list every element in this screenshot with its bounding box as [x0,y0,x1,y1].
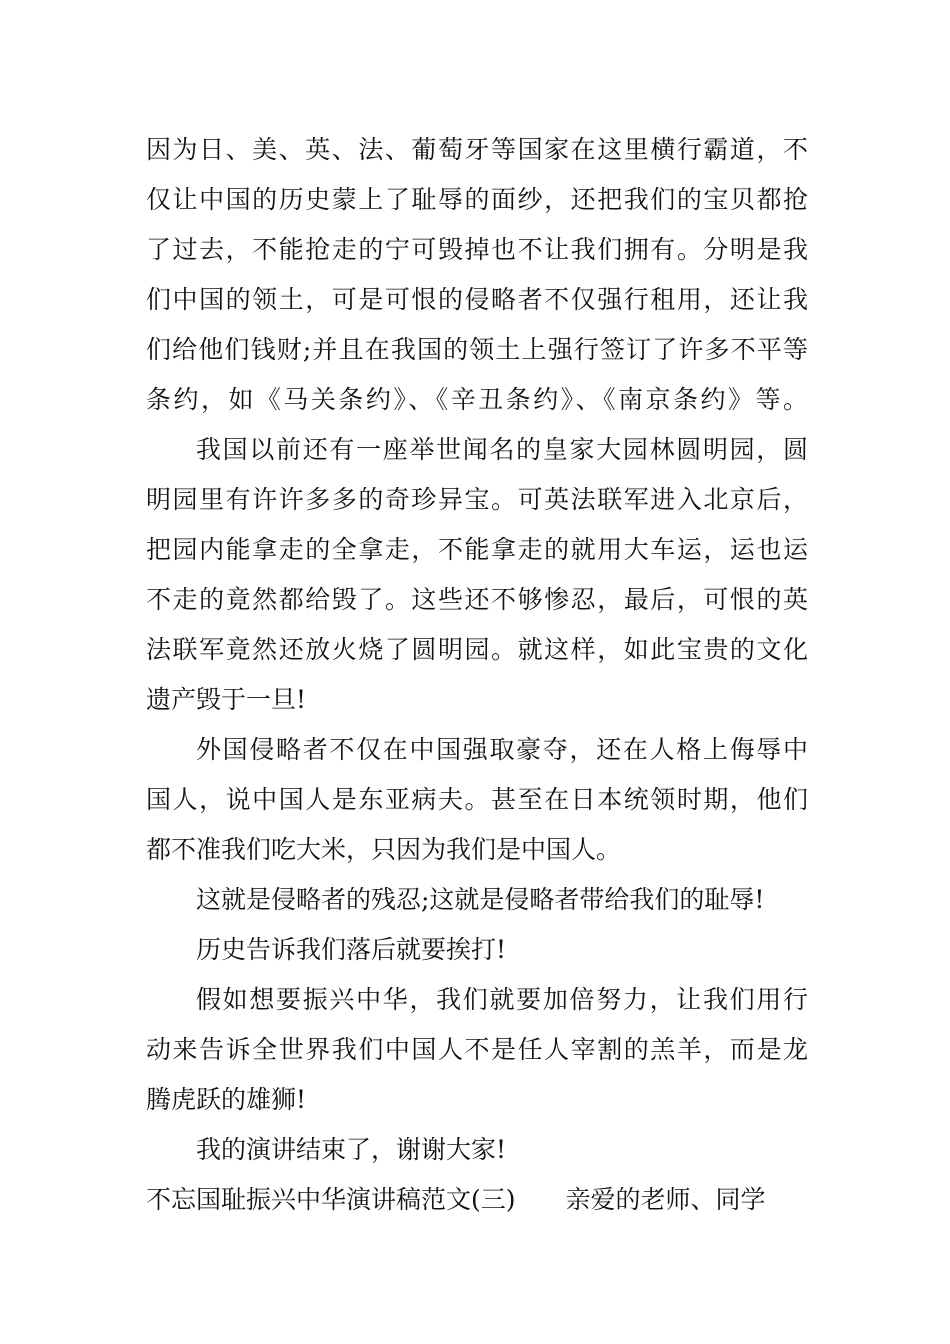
text-line: 遗产毁于一旦! [146,685,307,714]
paragraph-line: 历史告诉我们落后就要挨打! [196,935,507,964]
paragraph-first-line: 我国以前还有一座举世闻名的皇家大园林圆明园，圆 [196,435,808,464]
section-title-line: 不忘国耻振兴中华演讲稿范文(三) 亲爱的老师、同学 [146,1185,766,1214]
paragraph-line: 这就是侵略者的残忍;这就是侵略者带给我们的耻辱! [196,885,765,914]
text-line: 国人，说中国人是东亚病夫。甚至在日本统领时期，他们 [146,785,808,814]
text-line: 仅让中国的历史蒙上了耻辱的面纱，还把我们的宝贝都抢 [146,185,808,214]
text-line: 动来告诉全世界我们中国人不是任人宰割的羔羊，而是龙 [146,1035,808,1064]
text-line: 都不准我们吃大米，只因为我们是中国人。 [146,835,622,864]
paragraph-line: 我的演讲结束了，谢谢大家! [196,1135,507,1164]
paragraph-first-line: 外国侵略者不仅在中国强取豪夺，还在人格上侮辱中 [196,735,808,764]
text-line: 们给他们钱财;并且在我国的领土上强行签订了许多不平等 [146,335,808,364]
text-line: 因为日、美、英、法、葡萄牙等国家在这里横行霸道，不 [146,135,808,164]
text-line: 明园里有许许多多的奇珍异宝。可英法联军进入北京后， [146,485,808,514]
text-line: 法联军竟然还放火烧了圆明园。就这样，如此宝贵的文化 [146,635,808,664]
text-line: 不走的竟然都给毁了。这些还不够惨忍，最后，可恨的英 [146,585,808,614]
text-line: 把园内能拿走的全拿走，不能拿走的就用大车运，运也运 [146,535,808,564]
text-line: 腾虎跃的雄狮! [146,1085,307,1114]
text-line: 条约，如《马关条约》、《辛丑条约》、《南京条约》等。 [146,385,808,414]
text-line: 了过去，不能抢走的宁可毁掉也不让我们拥有。分明是我 [146,235,808,264]
paragraph-first-line: 假如想要振兴中华，我们就要加倍努力，让我们用行 [196,985,808,1014]
text-line: 们中国的领土，可是可恨的侵略者不仅强行租用，还让我 [146,285,808,314]
